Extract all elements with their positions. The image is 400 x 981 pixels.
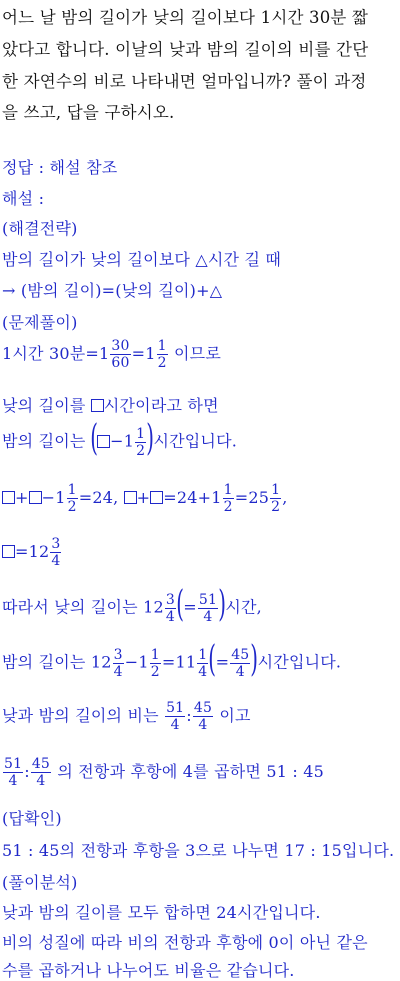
blank-square-icon (29, 491, 42, 504)
strategy-line-1: 밤의 길이가 낮의 길이보다 △시간 길 때 (2, 250, 282, 269)
analysis-line-3: 수를 곱하거나 나누어도 비율은 같습니다. (2, 961, 295, 980)
solution-step-3 (2, 418, 238, 460)
step-text: 시간, (225, 597, 262, 617)
fraction: $\frac{1}{2}$ (157, 338, 167, 371)
step-text: =24, (78, 488, 124, 507)
fraction: $\frac{1}{2}$ (223, 482, 233, 515)
left-paren: ( (176, 584, 185, 625)
step-text: =24+1 (163, 488, 222, 507)
step-text: + (136, 488, 151, 507)
solution-step-4 (2, 482, 288, 515)
blank-square-icon (97, 435, 110, 448)
blank-square-icon (2, 491, 15, 504)
question-line-2: 았다고 합니다. 이날의 낮과 밤의 길이의 비를 간단 (2, 40, 369, 59)
answer-label: 정답 : 해설 참조 (2, 158, 118, 177)
step-text: : (24, 762, 30, 781)
left-paren: ( (90, 418, 98, 459)
solution-step-2 (2, 393, 219, 416)
step-text: 시간입니다. (153, 431, 238, 451)
right-paren: ) (146, 418, 155, 459)
fraction: $\frac{30}{60}$ (111, 338, 130, 371)
fraction: $\frac{1}{2}$ (150, 646, 160, 680)
fraction: $\frac{3}{4}$ (51, 536, 61, 569)
step-text: 1시간 30분=1 (2, 344, 110, 363)
step-text: =1 (131, 344, 156, 363)
question-line-4: 을 쓰고, 답을 구하시오. (2, 103, 175, 122)
check-line: 51 : 45의 전항과 후항을 3으로 나누면 17 : 15입니다. (2, 841, 395, 860)
analysis-line-2: 비의 성질에 따라 비의 전항과 후항에 0이 아닌 같은 (2, 933, 368, 952)
step-text: −1 (124, 652, 149, 672)
solution-step-8 (2, 700, 251, 733)
step-text: : (186, 706, 192, 725)
step-text: 따라서 낮의 길이는 12 (2, 597, 164, 617)
question-line-3: 한 자연수의 비로 나타내면 얼마입니까? 풀이 과정 (2, 72, 367, 91)
explanation-label: 해설 : (2, 189, 45, 208)
fraction: $\frac{3}{4}$ (165, 591, 175, 625)
strategy-heading: (해결전략) (2, 219, 78, 238)
step-text: =11 (161, 652, 197, 672)
solution-step-6 (2, 584, 262, 626)
fraction: $\frac{51}{4}$ (4, 756, 23, 789)
strategy-line-2: → (밤의 길이)=(낮의 길이)+△ (2, 281, 223, 300)
fraction: $\frac{45}{4}$ (31, 756, 51, 789)
right-paren: ) (218, 584, 227, 625)
step-text: 밤의 길이는 (2, 431, 91, 451)
check-heading: (답확인) (2, 809, 62, 828)
solution-step-7 (2, 639, 342, 681)
blank-square-icon (91, 399, 104, 412)
analysis-heading: (풀이분석) (2, 873, 78, 892)
solution-step-5 (2, 536, 62, 569)
step-text: 시간입니다. (257, 652, 342, 672)
step-text: 낮의 길이를 (2, 396, 91, 415)
fraction: $\frac{45}{4}$ (193, 700, 213, 733)
step-text: 이므로 (168, 344, 221, 363)
step-text: 밤의 길이는 12 (2, 652, 112, 672)
fraction: $\frac{1}{4}$ (198, 646, 208, 680)
fraction: $\frac{1}{2}$ (271, 482, 281, 515)
right-paren: ) (250, 639, 259, 680)
fraction: $\frac{45}{4}$ (231, 646, 250, 680)
step-text: =25 (234, 488, 270, 507)
blank-square-icon (150, 491, 163, 504)
step-text: = (183, 597, 197, 617)
step-text: 낮과 밤의 길이의 비는 (2, 706, 165, 725)
solution-heading: (문제풀이) (2, 313, 78, 332)
step-text: =12 (15, 542, 50, 561)
solution-step-9 (2, 756, 324, 789)
step-text: = (215, 652, 230, 672)
step-text: , (282, 488, 288, 507)
fraction: $\frac{1}{2}$ (136, 425, 146, 459)
fraction: $\frac{3}{4}$ (113, 646, 123, 680)
blank-square-icon (2, 545, 15, 558)
step-text: −1 (41, 488, 66, 507)
step-text: + (15, 488, 29, 507)
fraction: $\frac{51}{4}$ (166, 700, 185, 733)
analysis-line-1: 낮과 밤의 길이를 모두 합하면 24시간입니다. (2, 903, 321, 922)
question-line-1: 어느 날 밤의 길이가 낮의 길이보다 1시간 30분 짧 (2, 8, 369, 27)
blank-square-icon (124, 491, 137, 504)
left-paren: ( (208, 639, 217, 680)
fraction: $\frac{51}{4}$ (198, 591, 218, 625)
solution-step-1 (2, 338, 221, 371)
step-text: −1 (110, 431, 135, 451)
step-text: 시간이라고 하면 (103, 396, 219, 415)
step-text: 이고 (214, 706, 251, 725)
fraction: $\frac{1}{2}$ (67, 482, 77, 515)
step-text: 의 전항과 후항에 4를 곱하면 51 : 45 (52, 762, 325, 781)
